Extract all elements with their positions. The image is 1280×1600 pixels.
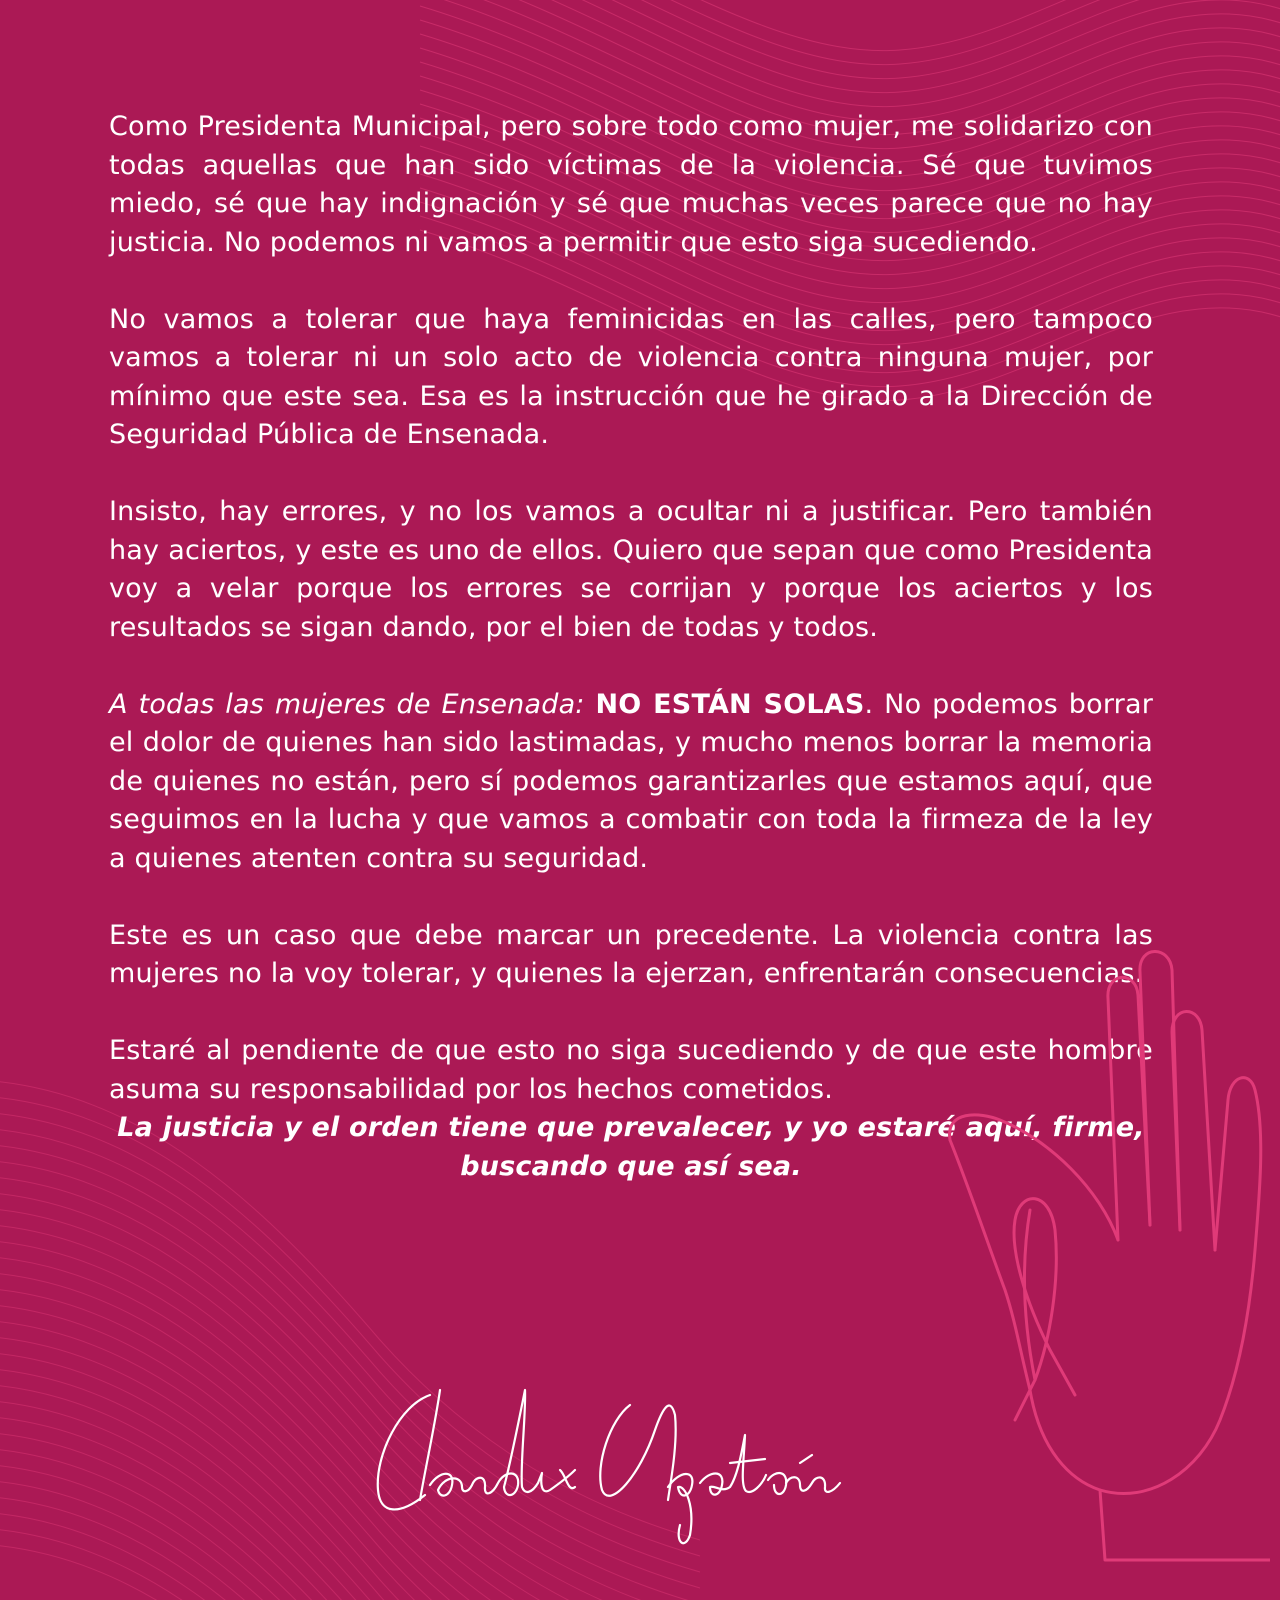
paragraph-solidarity: Como Presidenta Municipal, pero sobre todo como mujer, me solidarizo con todas aquellas que han sido víctimas de la violencia. Sé que tuvimos miedo, sé que hay indignación y sé que muchas veces parece que no hay justicia. No podemos ni vamos a permitir que esto siga sucediendo. bbox=[109, 111, 1153, 258]
paragraph-responsibility: Estaré al pendiente de que esto no siga sucediendo y de que este hombre asuma su responsabilidad por los hechos cometidos. bbox=[109, 1035, 1153, 1105]
paragraph-no-tolerance: No vamos a tolerar que haya feminicidas en las calles, pero tampoco vamos a tolerar ni un solo acto de violencia contra ninguna mujer, por mínimo que este sea. Esa es la instrucción que he girado a la Dirección de Seguridad Pública de Ensenada. bbox=[109, 303, 1153, 450]
closing-statement: La justicia y el orden tiene que prevalecer, y yo estaré aquí, firme, buscando que así sea. bbox=[117, 1112, 1145, 1182]
wave-line bbox=[0, 1544, 700, 1600]
wave-line bbox=[420, 0, 1280, 79]
wave-line bbox=[420, 0, 1280, 51]
paragraph-not-alone bbox=[109, 686, 1153, 879]
awareness-ribbon-icon bbox=[1014, 1199, 1075, 1420]
signature bbox=[370, 1375, 890, 1550]
not-alone-intro: A todas las mujeres de Ensenada: bbox=[109, 688, 596, 720]
not-alone-rest: . No podemos borrar el dolor de quienes han sido lastimadas, y mucho menos borrar la memoria de quienes no están, pero sí podemos garantizarles que estamos aquí, que seguimos en la lucha y que vamos a combatir con toda la firmeza de la ley a quienes atenten contra su seguridad. bbox=[109, 688, 1153, 874]
paragraph-precedent: Este es un caso que debe marcar un precedente. La violencia contra las mujeres no la voy tolerar, y quienes la ejerzan, enfrentarán consecuencias. bbox=[109, 919, 1153, 989]
paragraph-errors-and-successes: Insisto, hay errores, y no los vamos a ocultar ni a justificar. Pero también hay aciertos, y este es uno de ellos. Quiero que sepan que como Presidenta voy a velar porque los errores se corrijan y porque los aciertos y los resultados se sigan dando, por el bien de todas y todos. bbox=[109, 496, 1153, 643]
wave-line bbox=[420, 0, 1280, 93]
wave-line bbox=[420, 0, 1280, 121]
raised-hand-outline bbox=[910, 950, 1270, 1570]
not-alone-emphasis: NO ESTÁN SOLAS bbox=[595, 688, 865, 720]
